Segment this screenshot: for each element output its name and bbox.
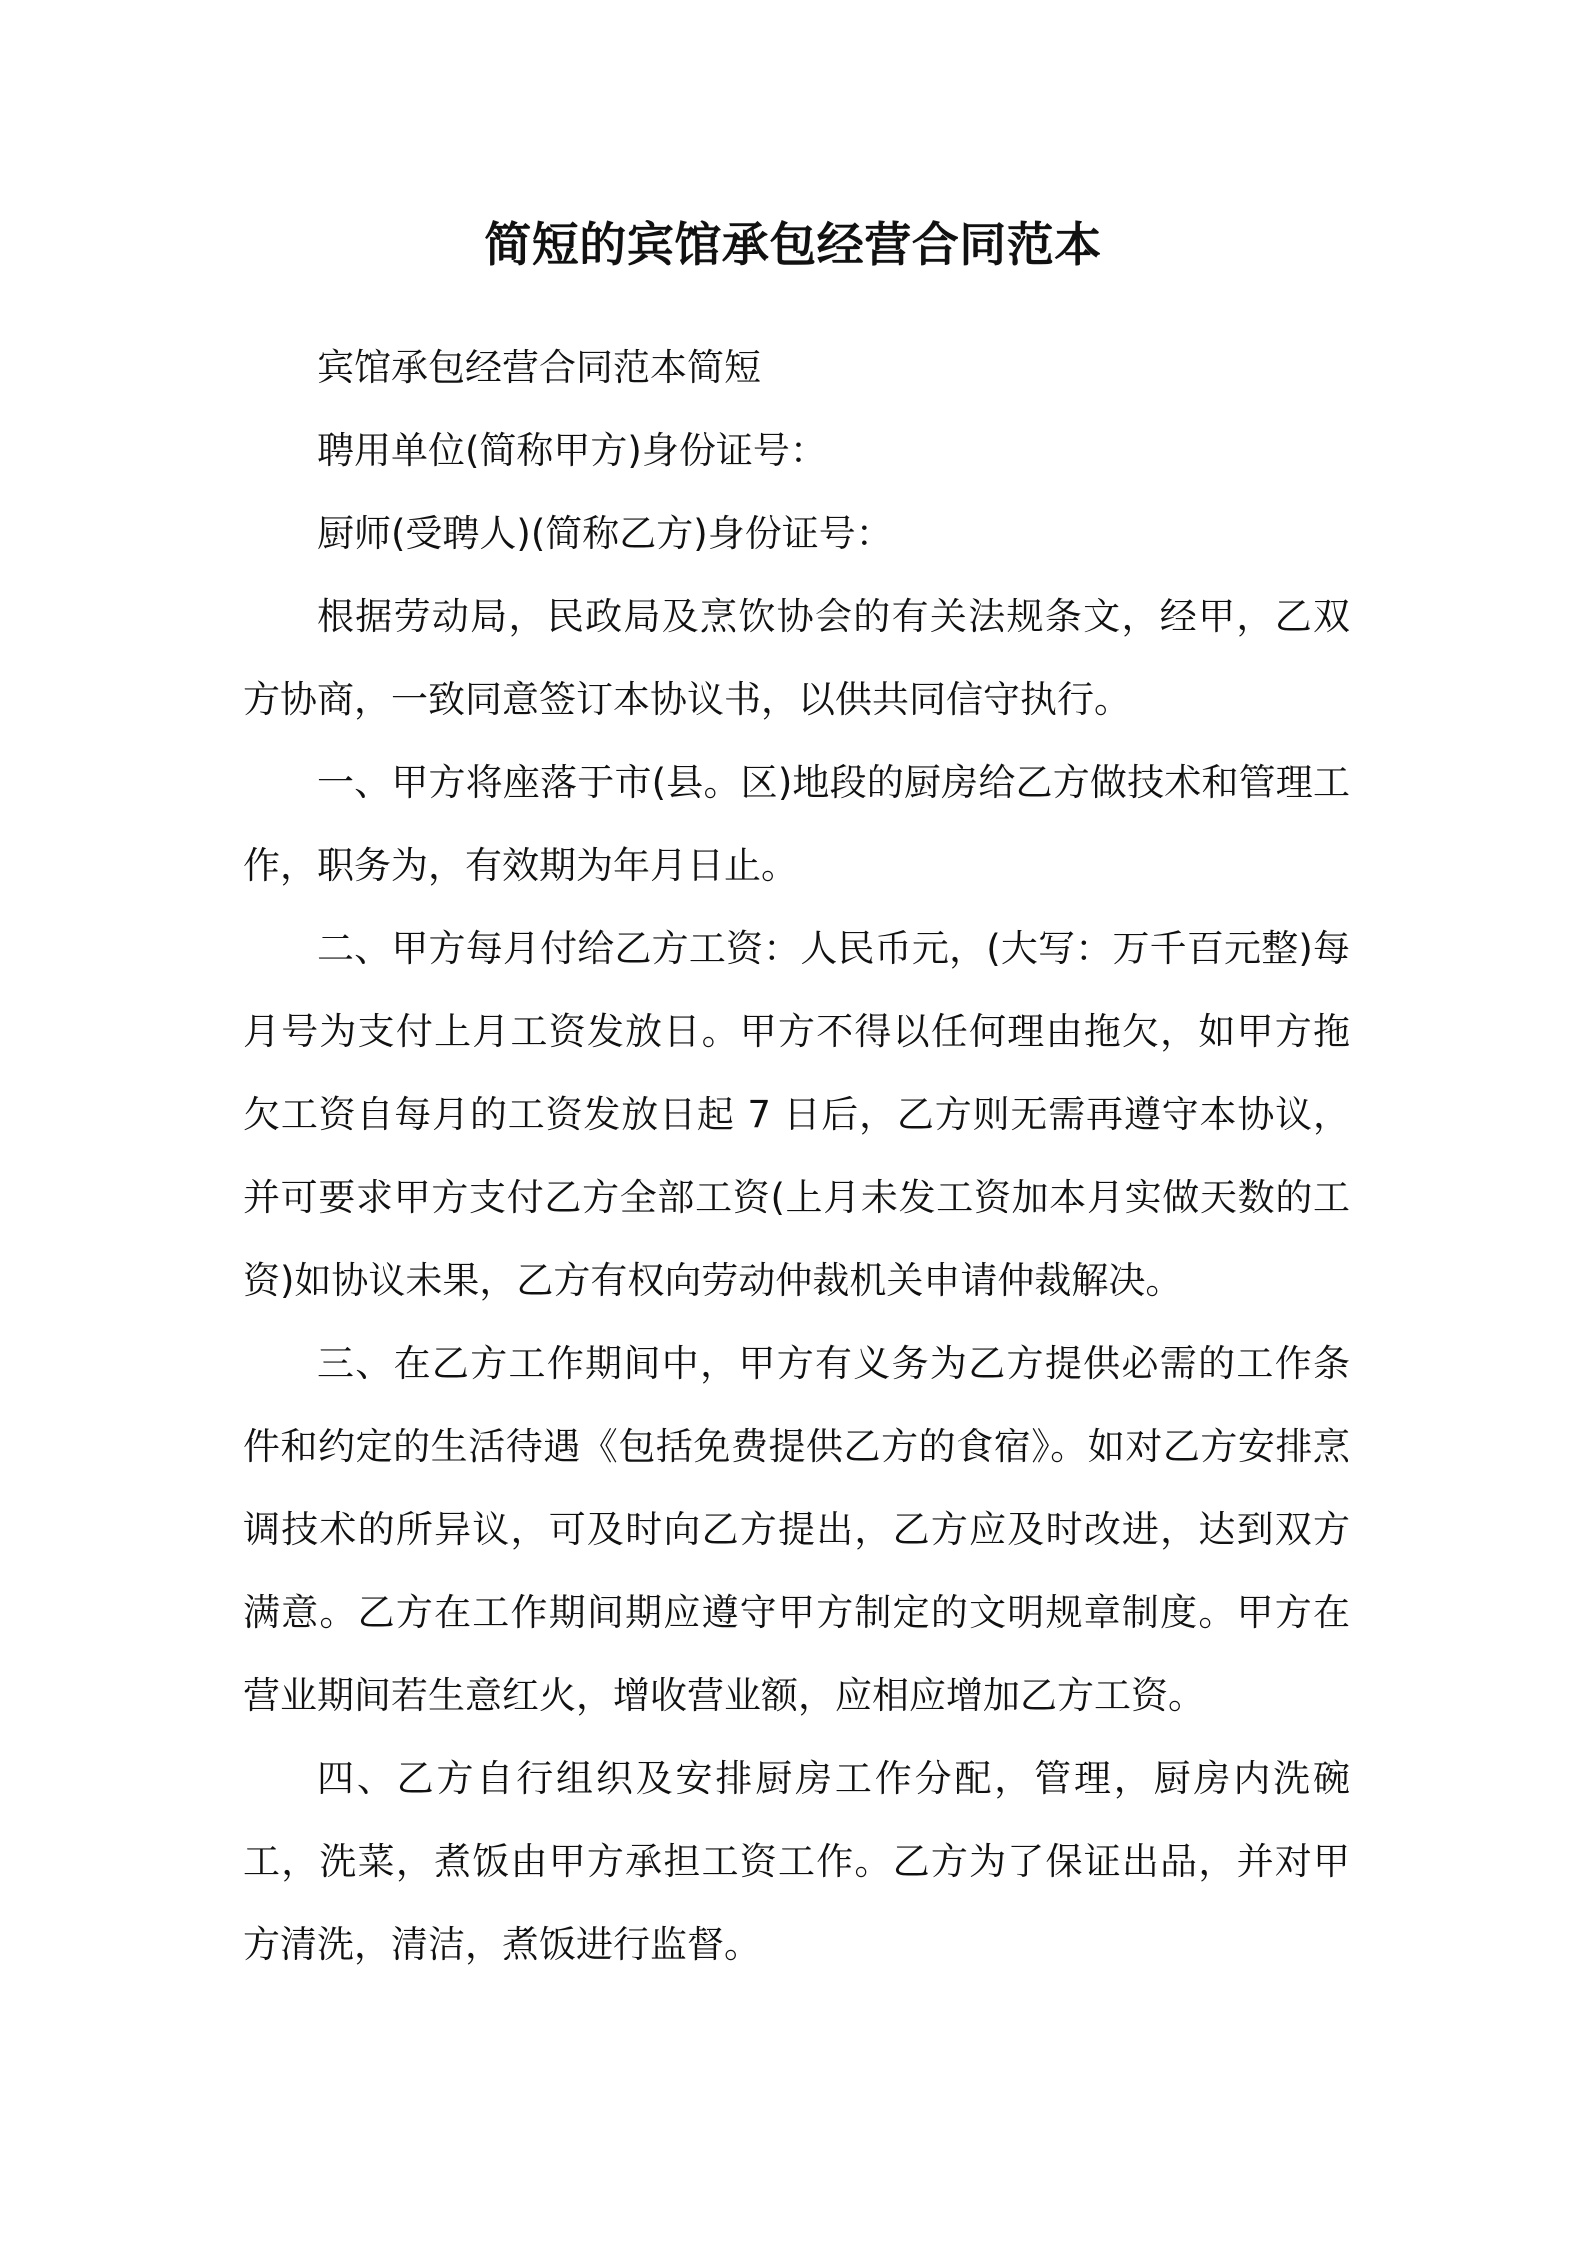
paragraph-clause-4: 四、乙方自行组织及安排厨房工作分配，管理，厨房内洗碗工，洗菜，煮饭由甲方承担工资工作。乙方为了保证出品，并对甲方清洗，清洁，煮饭进行监督。: [243, 1757, 1350, 1966]
paragraph-subtitle: 宾馆承包经营合同范本简短: [317, 346, 761, 389]
document-title: 简短的宾馆承包经营合同范本: [484, 218, 1102, 273]
paragraph-employer-id: 聘用单位(简称甲方)身份证号：: [317, 429, 827, 472]
paragraph-preamble: 根据劳动局，民政局及烹饮协会的有关法规条文，经甲，乙双方协商，一致同意签订本协议书，以供共同信守执行。: [243, 595, 1350, 721]
paragraph-chef-id: 厨师(受聘人)(简称乙方)身份证号：: [317, 512, 893, 555]
paragraph-clause-2: 二、甲方每月付给乙方工资：人民币元，(大写：万千百元整)每月号为支付上月工资发放日。甲方不得以任何理由拖欠，如甲方拖欠工资自每月的工资发放日起 7 日后，乙方则无需再遵守本协议，并可要求甲方支付乙方全部工资(上月未发工资加本月实做天数的工资)如协议未果，乙方有权向劳动仲裁机关申请仲裁解决。: [243, 927, 1350, 1302]
paragraph-clause-3: 三、在乙方工作期间中，甲方有义务为乙方提供必需的工作条件和约定的生活待遇《包括免费提供乙方的食宿》。如对乙方安排烹调技术的所异议，可及时向乙方提出，乙方应及时改进，达到双方满意。乙方在工作期间期应遵守甲方制定的文明规章制度。甲方在营业期间若生意红火，增收营业额，应相应增加乙方工资。: [243, 1342, 1350, 1717]
document-body: [243, 326, 1350, 1986]
paragraph-clause-1: 一、甲方将座落于市(县。区)地段的厨房给乙方做技术和管理工作，职务为，有效期为年月日止。: [243, 761, 1350, 887]
